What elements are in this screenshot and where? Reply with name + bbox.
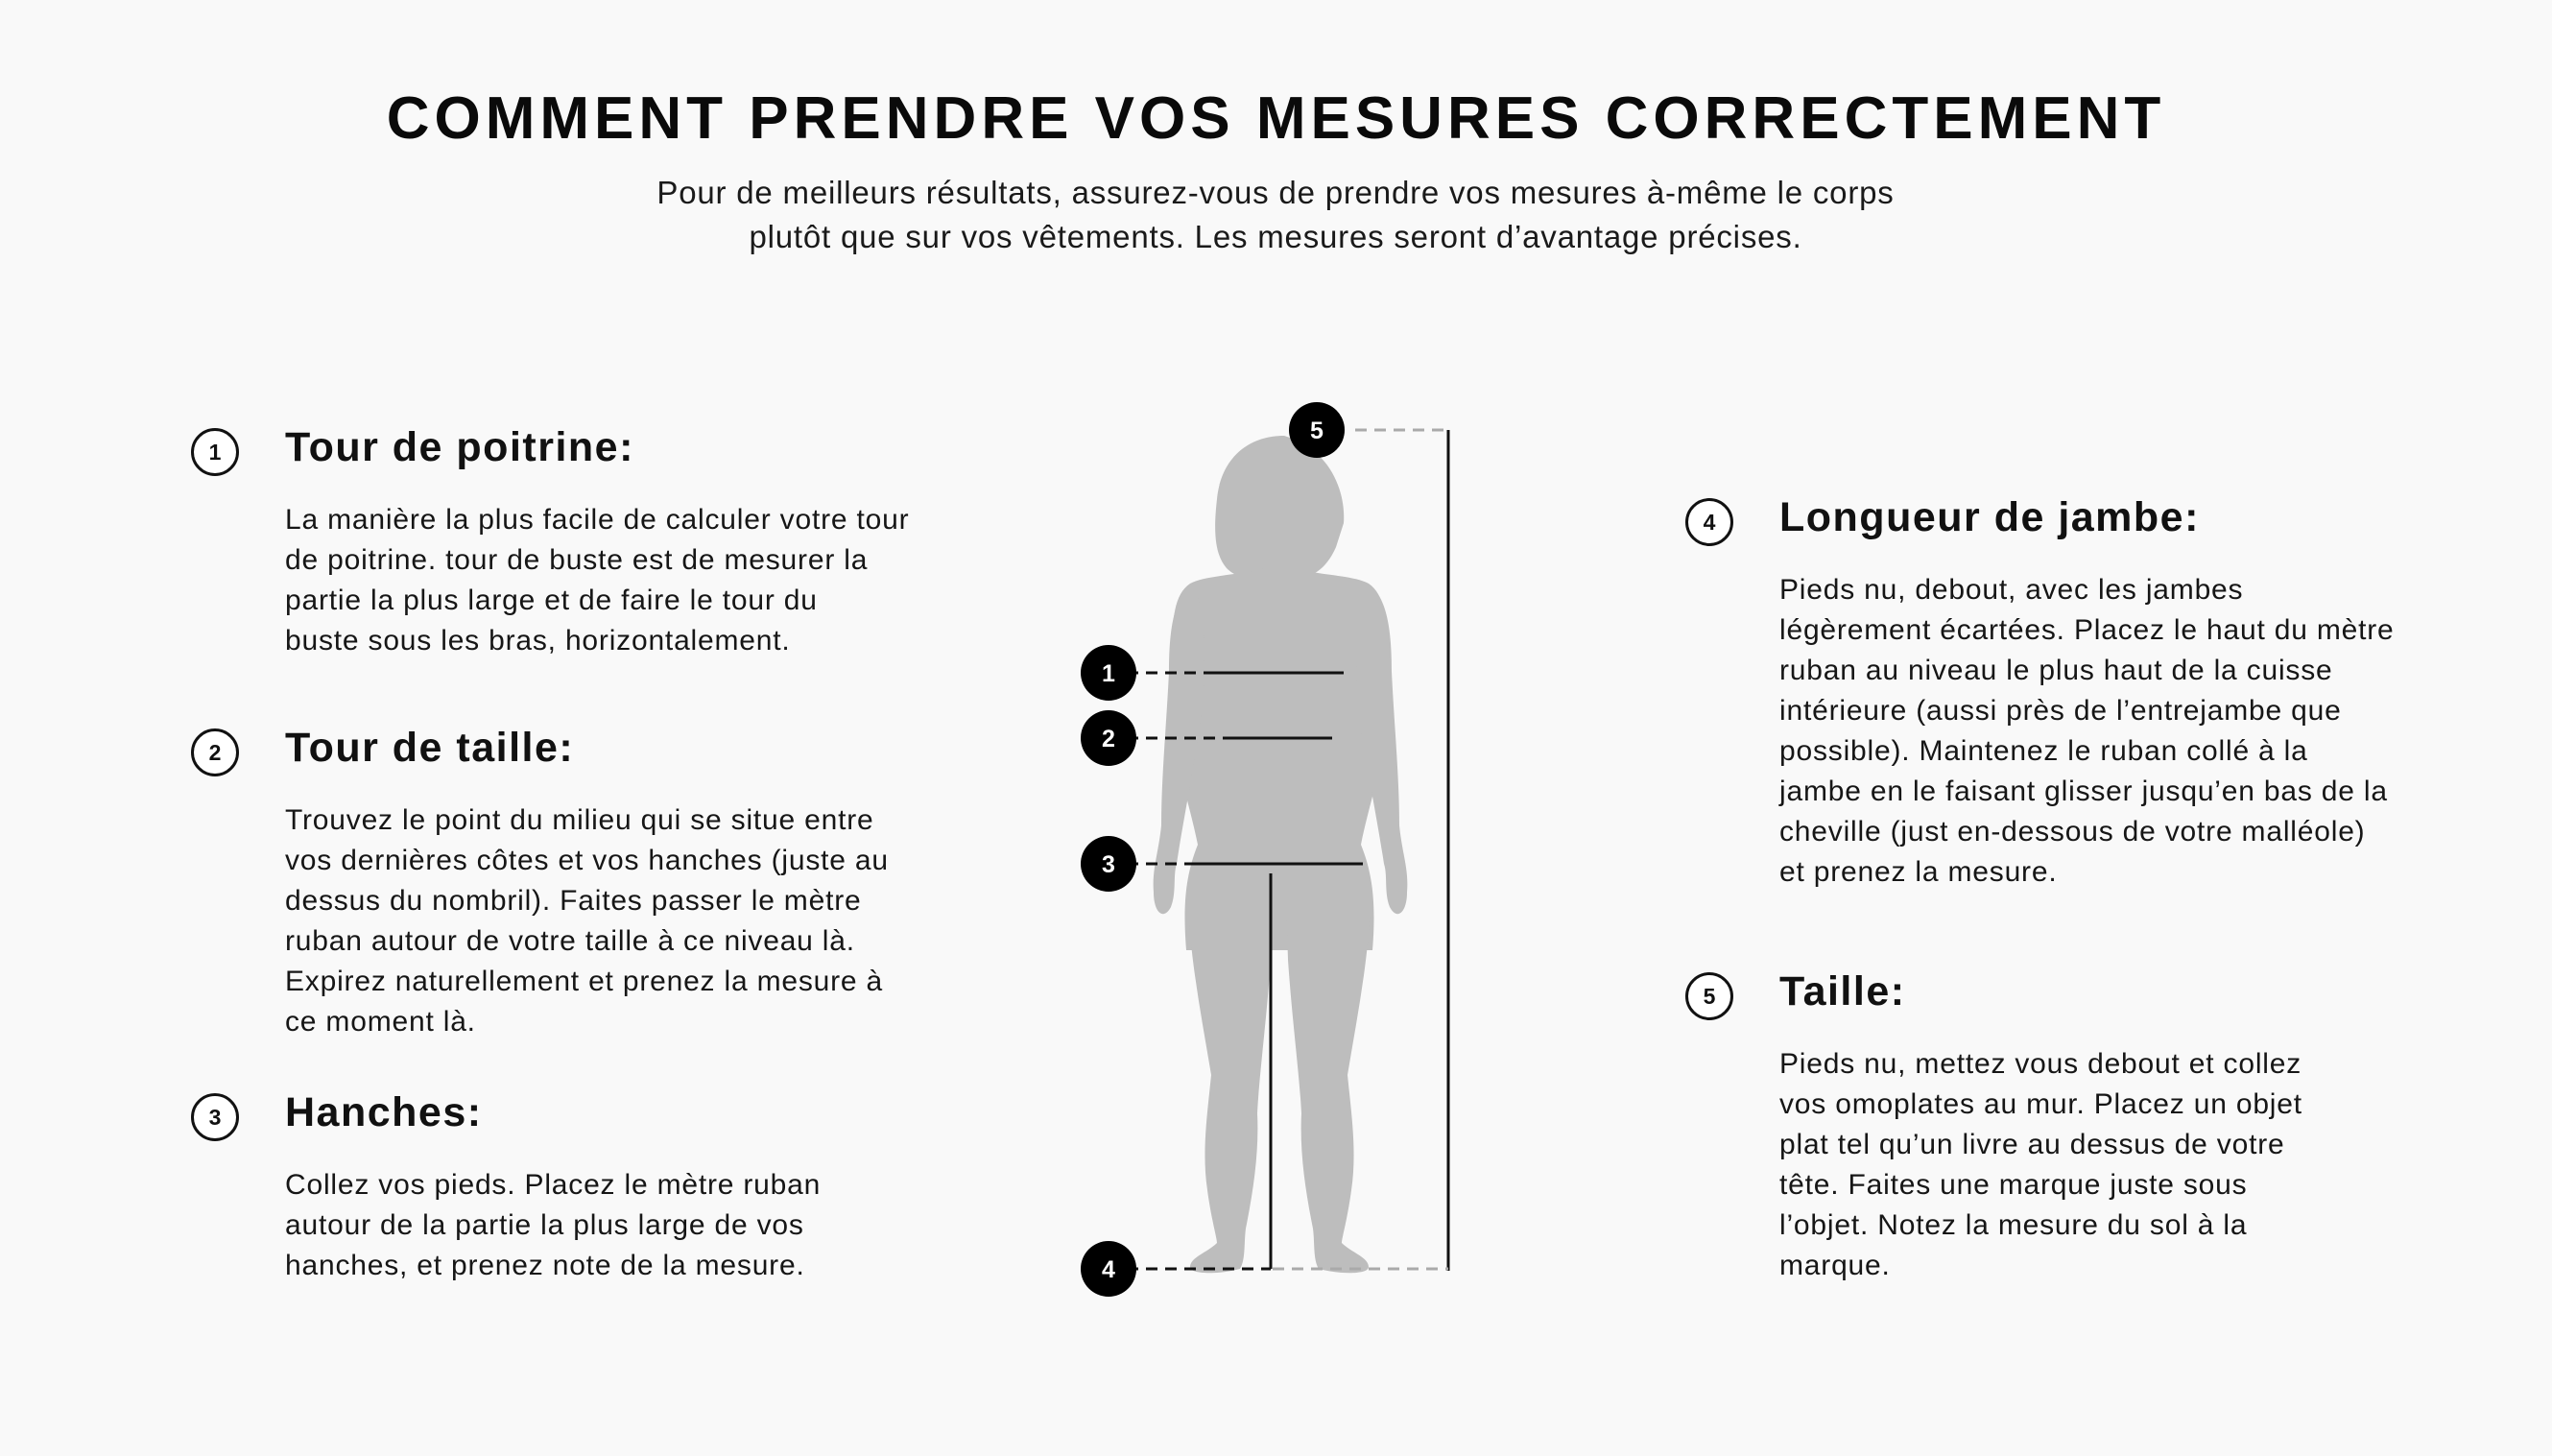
section-title: Longueur de jambe:	[1779, 494, 2200, 540]
marker-5	[1289, 402, 1345, 458]
description-line: Collez vos pieds. Placez le mètre ruban	[285, 1169, 822, 1201]
description-line: l’objet. Notez la mesure du sol à la	[1779, 1209, 2248, 1241]
description-line: de poitrine. tour de buste est de mesurer la	[285, 544, 869, 576]
marker-3	[1081, 836, 1136, 892]
page-title: COMMENT PRENDRE VOS MESURES CORRECTEMENT	[386, 85, 2166, 152]
section-title: Taille:	[1779, 968, 1906, 1014]
torso-shape	[1172, 564, 1386, 950]
subtitle-line-2: plutôt que sur vos vêtements. Les mesures seront d’avantage précises.	[749, 219, 1802, 254]
marker-4	[1081, 1241, 1136, 1297]
description-line: dessus du nombril). Faites passer le mètre	[285, 885, 862, 917]
description-line: La manière la plus facile de calculer votre tour	[285, 504, 910, 536]
description-line: buste sous les bras, horizontalement.	[285, 625, 791, 656]
marker-1	[1081, 645, 1136, 701]
description-line: vos dernières côtes et vos hanches (juste au	[285, 845, 889, 876]
marker-2	[1081, 710, 1136, 766]
marker-label: 3	[1102, 851, 1115, 878]
description-line: possible). Maintenez le ruban collé à la	[1779, 735, 2308, 767]
description-line: autour de la partie la plus large de vos	[285, 1209, 804, 1241]
marker-label: 1	[1102, 660, 1115, 687]
section-title: Hanches:	[285, 1089, 483, 1135]
left-leg-shape	[1188, 902, 1273, 1273]
marker-label: 2	[1102, 726, 1115, 752]
step-number-badge: 1	[191, 428, 239, 476]
description-line: tête. Faites une marque juste sous	[1779, 1169, 2248, 1201]
step-number-badge: 3	[191, 1093, 239, 1141]
description-line: cheville (just en-dessous de votre malléole)	[1779, 816, 2366, 847]
right-leg-shape	[1286, 902, 1371, 1273]
step-number-badge: 5	[1685, 972, 1733, 1020]
description-line: Pieds nu, mettez vous debout et collez	[1779, 1048, 2302, 1080]
description-line: marque.	[1779, 1250, 1891, 1281]
description-line: Trouvez le point du milieu qui se situe entre	[285, 804, 874, 836]
description-line: intérieure (aussi près de l’entrejambe que	[1779, 695, 2342, 727]
marker-label: 5	[1310, 418, 1324, 444]
description-line: Pieds nu, debout, avec les jambes	[1779, 574, 2244, 606]
description-line: vos omoplates au mur. Placez un objet	[1779, 1088, 2302, 1120]
description-line: légèrement écartées. Placez le haut du mètre	[1779, 614, 2395, 646]
subtitle-line-1: Pour de meilleurs résultats, assurez-vous de prendre vos mesures à-même le corps	[656, 175, 1895, 210]
section-title: Tour de taille:	[285, 725, 575, 771]
description-line: hanches, et prenez note de la mesure.	[285, 1250, 805, 1281]
description-line: et prenez la mesure.	[1779, 856, 2058, 888]
body-silhouette	[1154, 436, 1408, 1273]
description-line: Expirez naturellement et prenez la mesure à	[285, 966, 884, 997]
description-line: jambe en le faisant glisser jusqu’en bas de la	[1779, 776, 2388, 807]
description-line: ruban autour de votre taille à ce niveau là.	[285, 925, 855, 957]
description-line: ruban au niveau le plus haut de la cuisse	[1779, 655, 2333, 686]
step-number-badge: 4	[1685, 498, 1733, 546]
section-title: Tour de poitrine:	[285, 424, 634, 470]
step-number-badge: 2	[191, 728, 239, 776]
description-line: plat tel qu’un livre au dessus de votre	[1779, 1129, 2285, 1160]
description-line: ce moment là.	[285, 1006, 476, 1038]
description-line: partie la plus large et de faire le tour du	[285, 585, 818, 616]
marker-label: 4	[1102, 1256, 1115, 1283]
